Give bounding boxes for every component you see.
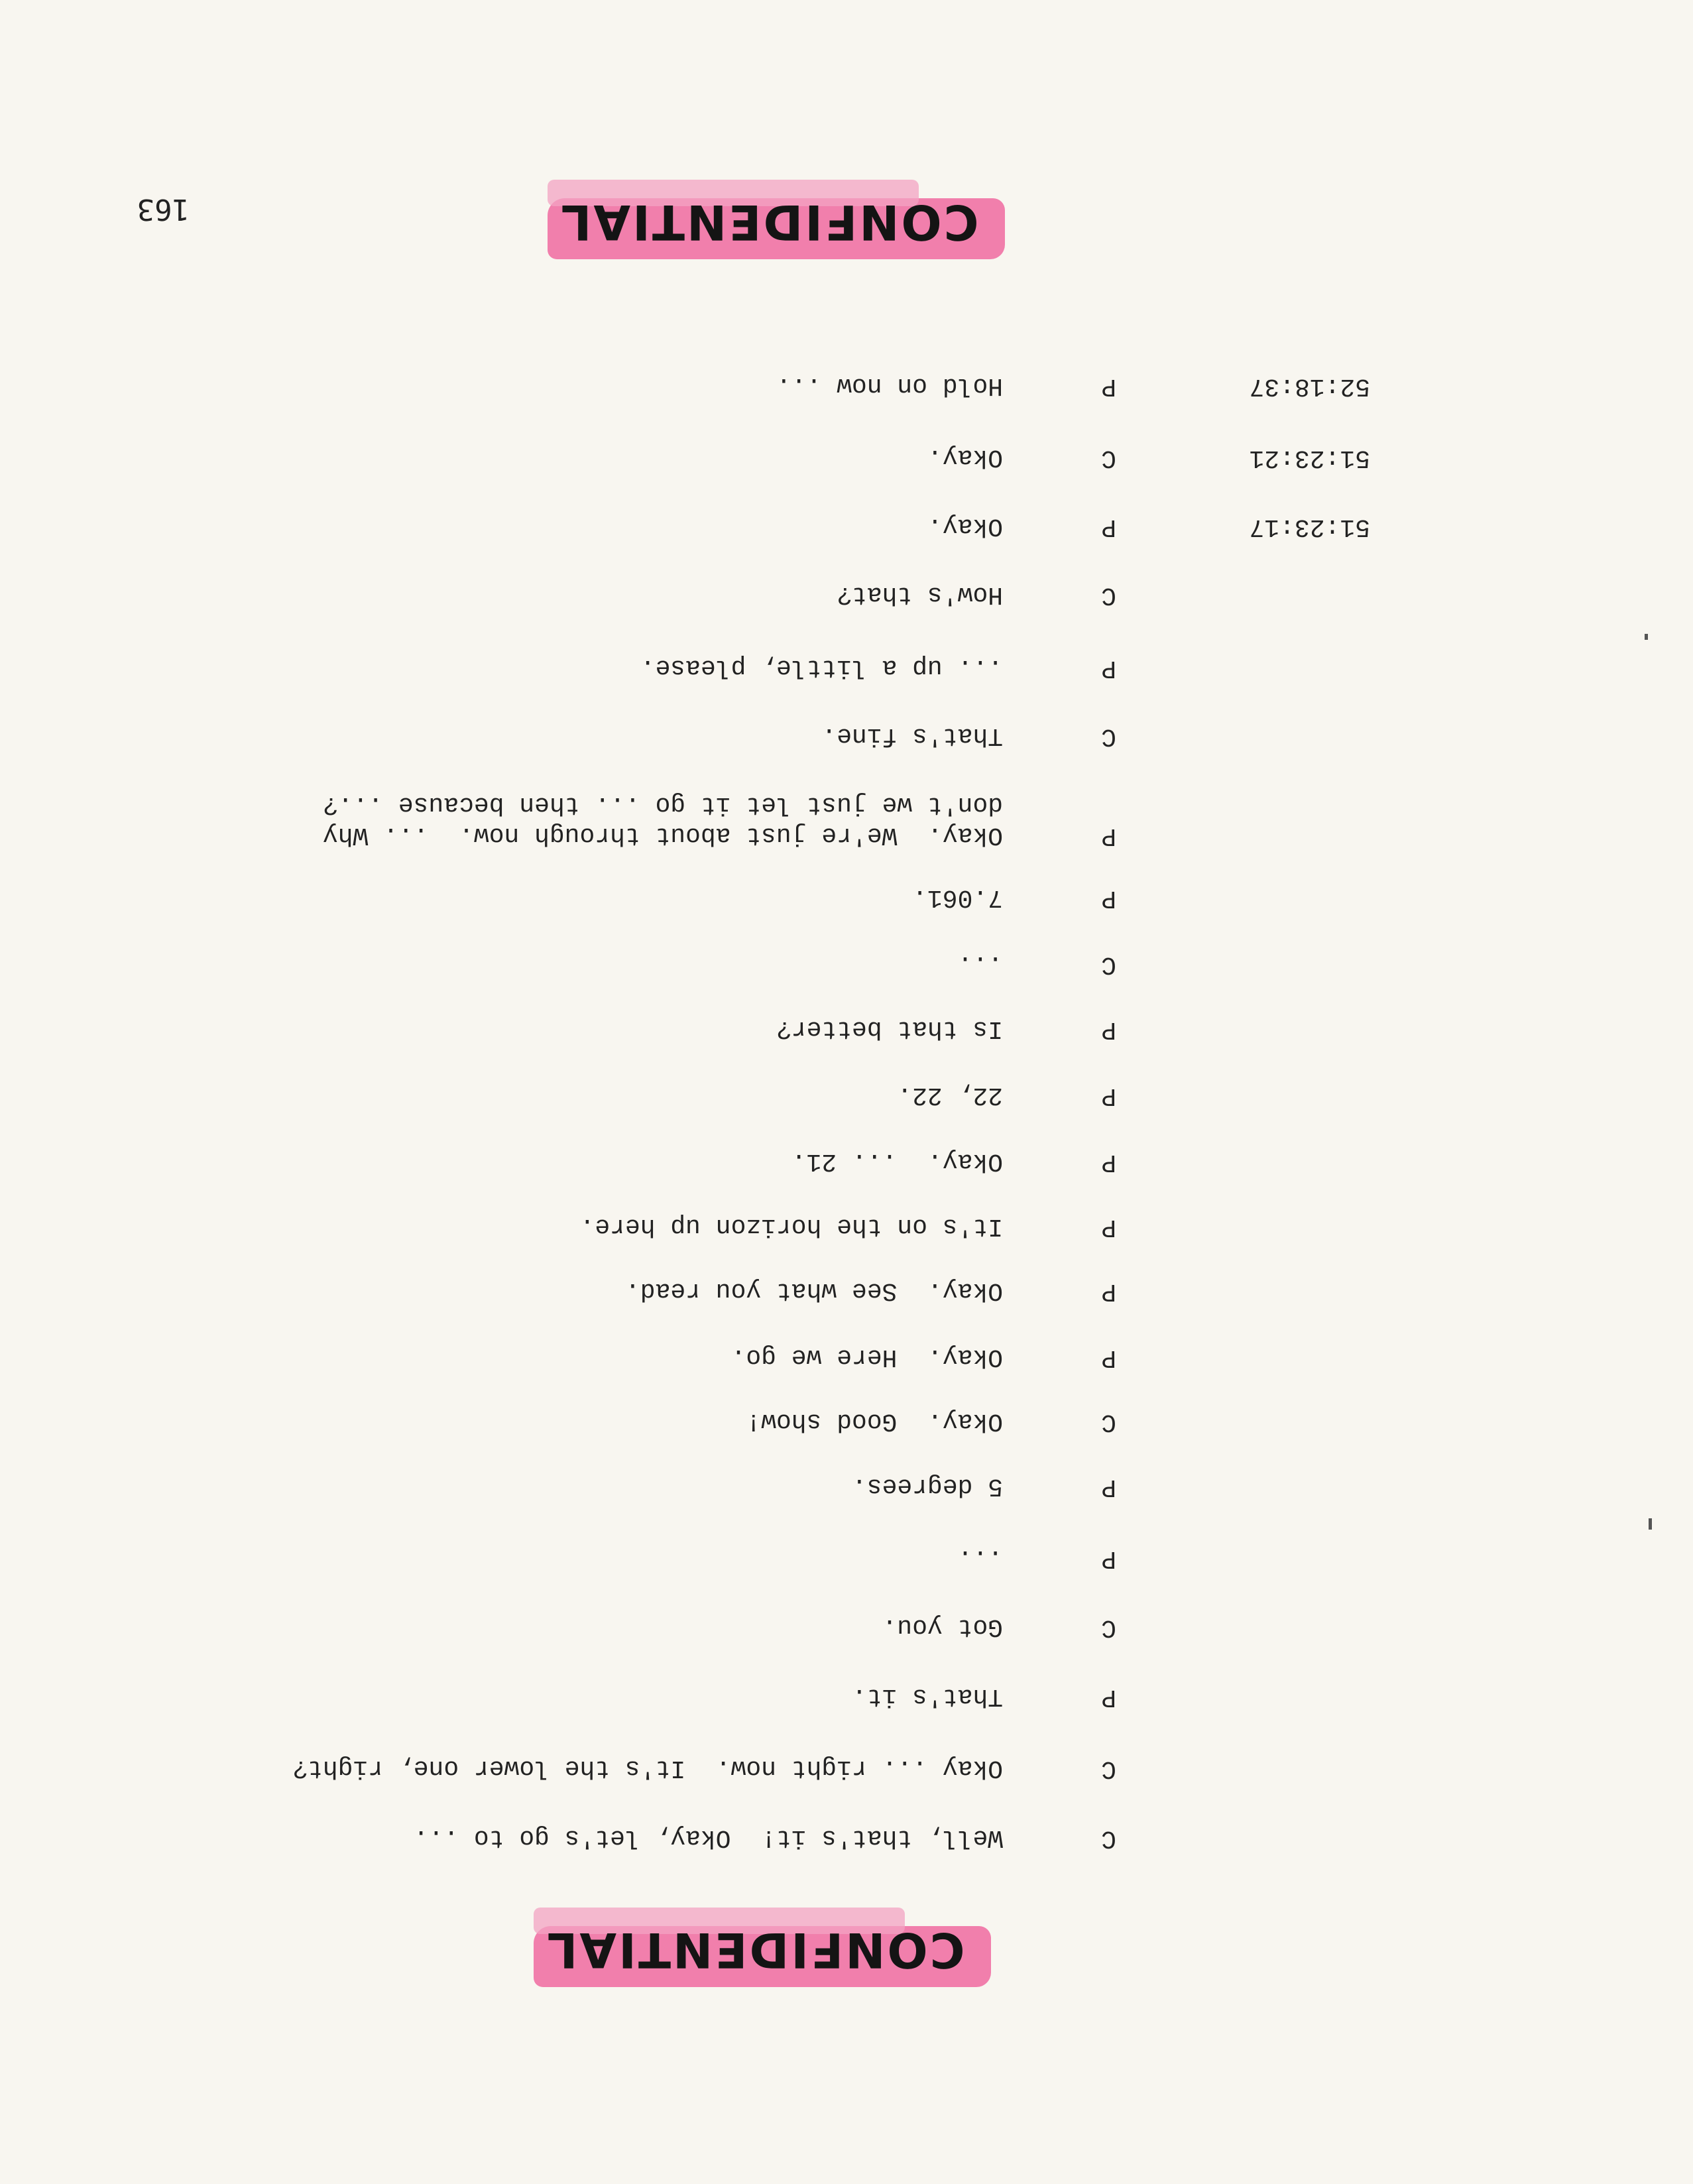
utterance: Well, that's it! Okay, let's go to ...	[413, 1823, 1003, 1852]
speaker: C	[1101, 1754, 1116, 1783]
stamp-text: CONFIDENTIAL	[559, 194, 979, 250]
transcript-line	[0, 501, 1693, 541]
speaker: C	[1101, 444, 1116, 472]
speaker: P	[1101, 1213, 1116, 1241]
utterance: That's it.	[851, 1682, 1003, 1711]
transcript-line	[0, 939, 1693, 979]
utterance: It's on the horizon up here.	[579, 1212, 1003, 1241]
timestamp: 51:23:21	[1249, 444, 1370, 472]
timestamp: 52:18:37	[1249, 372, 1370, 400]
utterance: 5 degrees.	[851, 1472, 1003, 1500]
transcript-line	[0, 570, 1693, 609]
transcript-line	[0, 1396, 1693, 1436]
utterance: ... up a little, please.	[640, 653, 1003, 682]
utterance: ...	[957, 1544, 1003, 1572]
utterance: 7.061.	[912, 883, 1003, 912]
transcript-line	[0, 1602, 1693, 1642]
transcript-line	[0, 432, 1693, 472]
utterance: Okay. We're just about through now. ... Why don't we just let it go ... then because ...?	[322, 790, 1003, 849]
confidential-stamp-bottom	[534, 173, 998, 259]
speaker: C	[1101, 1408, 1116, 1436]
speaker: P	[1101, 372, 1116, 400]
transcript-line	[0, 1533, 1693, 1573]
speaker: P	[1101, 654, 1116, 682]
utterance: Okay. ... 21.	[791, 1147, 1003, 1176]
transcript-line	[0, 1743, 1693, 1783]
utterance: Okay. Here we go.	[730, 1343, 1003, 1371]
transcript-line	[0, 1136, 1693, 1176]
transcript-line	[0, 1671, 1693, 1711]
transcript-line	[0, 1070, 1693, 1110]
utterance: 22, 22.	[897, 1081, 1003, 1109]
speaker: P	[1101, 821, 1116, 850]
speaker: P	[1101, 1544, 1116, 1573]
speaker: P	[1101, 1015, 1116, 1044]
utterance: Okay.	[927, 443, 1003, 471]
utterance: Okay. See what you read.	[624, 1276, 1003, 1305]
utterance: Got you.	[882, 1612, 1003, 1641]
speaker: C	[1101, 950, 1116, 979]
transcript-line	[0, 1813, 1693, 1852]
confidential-stamp-top	[520, 1901, 984, 1987]
transcript-line	[0, 361, 1693, 400]
speaker: P	[1101, 1081, 1116, 1110]
speaker: P	[1101, 1277, 1116, 1305]
utterance: Okay. Good show!	[746, 1407, 1003, 1435]
transcript-line	[0, 642, 1693, 682]
utterance: How's that?	[837, 580, 1003, 609]
paper-speck	[1649, 1518, 1652, 1524]
transcript-line	[0, 711, 1693, 751]
utterance: ...	[957, 949, 1003, 978]
timestamp: 51:23:17	[1249, 513, 1370, 541]
speaker: P	[1101, 513, 1116, 541]
transcript-line	[0, 1461, 1693, 1501]
speaker: C	[1101, 1824, 1116, 1852]
speaker: C	[1101, 581, 1116, 609]
transcript-line	[0, 873, 1693, 912]
transcript-line	[0, 1201, 1693, 1241]
speaker: P	[1101, 1148, 1116, 1176]
utterance: Okay.	[927, 512, 1003, 540]
transcript-line	[0, 777, 1693, 850]
utterance: Okay ... right now. It's the lower one, right?	[292, 1754, 1003, 1782]
paper-speck	[1649, 1524, 1652, 1530]
page-number: 163	[137, 192, 190, 226]
speaker: C	[1101, 722, 1116, 751]
speaker: P	[1101, 884, 1116, 912]
transcript-line	[0, 1332, 1693, 1372]
speaker: C	[1101, 1613, 1116, 1642]
utterance: That's fine.	[821, 721, 1003, 750]
utterance: Hold on now ...	[776, 371, 1003, 400]
stamp-text: CONFIDENTIAL	[545, 1922, 965, 1978]
speaker: P	[1101, 1343, 1116, 1372]
transcript-line	[0, 1004, 1693, 1044]
speaker: P	[1101, 1473, 1116, 1501]
utterance: Is that better?	[776, 1014, 1003, 1043]
paper-speck	[1645, 634, 1648, 640]
transcript-line	[0, 1266, 1693, 1305]
speaker: P	[1101, 1683, 1116, 1711]
